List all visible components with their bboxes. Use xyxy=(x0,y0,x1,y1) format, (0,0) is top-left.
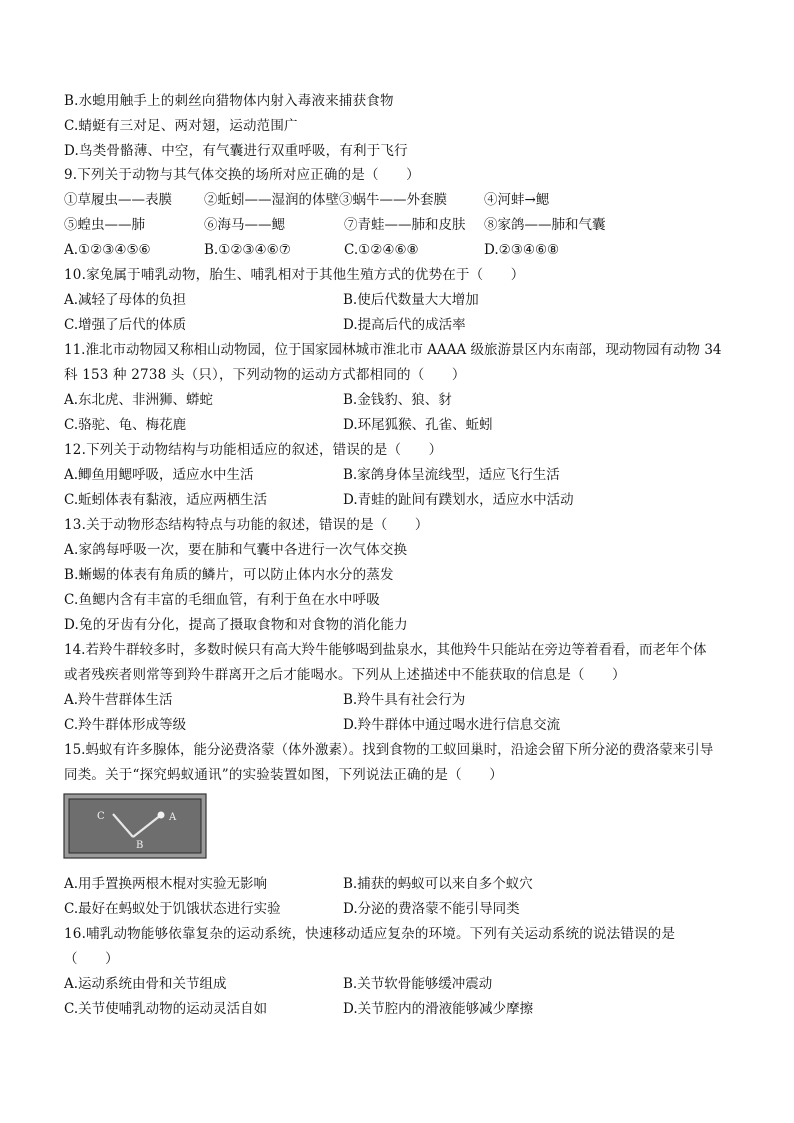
q13-option-a: A.家鸽每呼吸一次，要在肺和气囊中各进行一次气体交换 xyxy=(64,542,408,558)
q12-stem: 12.下列关于动物结构与功能相适应的叙述，错误的是（ ） xyxy=(64,442,443,458)
q12-option-c: C.蚯蚓体表有黏液，适应两栖生活 xyxy=(64,492,268,508)
q15-stem-line2: 同类。关于“探究蚂蚁通讯”的实验装置如图，下列说法正确的是（ ） xyxy=(64,767,503,783)
q10-option-a: A.减轻了母体的负担 xyxy=(64,292,187,308)
q16-stem-line1: 16.哺乳动物能够依靠复杂的运动系统，快速移动适应复杂的环境。下列有关运动系统的说法错误的是 xyxy=(64,926,676,942)
q12-option-d: D.青蛙的趾间有蹼划水，适应水中活动 xyxy=(343,492,574,508)
q13-option-d: D.兔的牙齿有分化，提高了摄取食物和对食物的消化能力 xyxy=(64,617,408,633)
q14-stem-line2: 或者残疾者则常等到羚牛群离开之后才能喝水。下列从上述描述中不能获取的信息是（ ） xyxy=(64,667,626,683)
q16-stem-line2: （ ） xyxy=(64,951,119,967)
ant-experiment-figure xyxy=(63,793,207,859)
q9-item-2-3: ②蚯蚓——湿润的体壁③蜗牛——外套膜 xyxy=(204,192,447,208)
q8-option-c: C.蜻蜓有三对足、两对翅，运动范围广 xyxy=(64,118,298,134)
q9-option-b: B.①②③④⑥⑦ xyxy=(204,242,291,258)
q13-option-b: B.蜥蜴的体表有角质的鳞片，可以防止体内水分的蒸发 xyxy=(64,567,394,583)
q12-option-b: B.家鸽身体呈流线型，适应飞行生活 xyxy=(343,467,560,483)
figure-label-a: A xyxy=(169,812,177,823)
figure-food-point xyxy=(158,812,165,819)
q11-option-a: A.东北虎、非洲狮、蟒蛇 xyxy=(64,392,214,408)
q15-option-d: D.分泌的费洛蒙不能引导同类 xyxy=(343,901,520,917)
q11-option-b: B.金钱豹、狼、豺 xyxy=(343,392,452,408)
figure-label-c: C xyxy=(97,811,105,822)
q8-option-d: D.鸟类骨骼薄、中空，有气囊进行双重呼吸，有利于飞行 xyxy=(64,143,408,159)
q11-stem-line2: 科 153 种 2738 头（只），下列动物的运动方式都相同的（ ） xyxy=(64,367,466,383)
q11-option-c: C.骆驼、龟、梅花鹿 xyxy=(64,417,187,433)
q15-option-a: A.用手置换两根木棍对实验无影响 xyxy=(64,876,268,892)
q8-option-b: B.水螅用触手上的刺丝向猎物体内射入毒液来捕获食物 xyxy=(64,93,394,109)
q13-stem: 13.关于动物形态结构特点与功能的叙述，错误的是（ ） xyxy=(64,517,429,533)
q15-stem-line1: 15.蚂蚁有许多腺体，能分泌费洛蒙（体外激素）。找到食物的工蚁回巢时，沿途会留下所分泌的费洛蒙来引导 xyxy=(64,742,714,758)
q13-option-c: C.鱼鳃内含有丰富的毛细血管，有利于鱼在水中呼吸 xyxy=(64,592,380,608)
q9-option-c: C.①②④⑥⑧ xyxy=(344,242,419,258)
q9-item-5: ⑤蝗虫——肺 xyxy=(64,217,145,233)
q14-option-c: C.羚牛群体形成等级 xyxy=(64,717,187,733)
q11-stem-line1: 11.淮北市动物园又称相山动物园，位于国家园林城市淮北市 AAAA 级旅游景区内东南部，现动物园有动物 34 xyxy=(64,342,722,358)
q14-option-d: D.羚牛群体中通过喝水进行信息交流 xyxy=(343,717,561,733)
q14-option-b: B.羚牛具有社会行为 xyxy=(343,692,466,708)
q12-option-a: A.鲫鱼用鳃呼吸，适应水中生活 xyxy=(64,467,254,483)
q11-option-d: D.环尾狐猴、孔雀、蚯蚓 xyxy=(343,417,493,433)
q14-option-a: A.羚牛营群体生活 xyxy=(64,692,173,708)
figure-tray-inner xyxy=(69,799,201,853)
q10-option-b: B.使后代数量大大增加 xyxy=(343,292,479,308)
q9-option-a: A.①②③④⑤⑥ xyxy=(64,242,151,258)
q16-option-c: C.关节使哺乳动物的运动灵活自如 xyxy=(64,1001,268,1017)
q10-option-c: C.增强了后代的体质 xyxy=(64,317,187,333)
figure-label-b: B xyxy=(136,840,144,851)
q16-option-d: D.关节腔内的滑液能够减少摩擦 xyxy=(343,1001,534,1017)
q14-stem-line1: 14.若羚牛群较多时，多数时候只有高大羚牛能够喝到盐泉水，其他羚牛只能站在旁边等着看看，而老年个体 xyxy=(64,642,707,658)
q16-option-a: A.运动系统由骨和关节组成 xyxy=(64,976,227,992)
q9-item-8: ⑧家鸽——肺和气囊 xyxy=(484,217,606,233)
q15-option-c: C.最好在蚂蚁处于饥饿状态进行实验 xyxy=(64,901,281,917)
q9-stem: 9.下列关于动物与其气体交换的场所对应正确的是（ ） xyxy=(64,167,420,183)
q10-option-d: D.提高后代的成活率 xyxy=(343,317,466,333)
q9-item-4: ④河蚌→鳃 xyxy=(484,192,550,208)
q15-option-b: B.捕获的蚂蚁可以来自多个蚁穴 xyxy=(343,876,533,892)
q16-option-b: B.关节软骨能够缓冲震动 xyxy=(343,976,493,992)
q9-option-d: D.②③④⑥⑧ xyxy=(484,242,560,258)
q9-item-1: ①草履虫——表膜 xyxy=(64,192,172,208)
q10-stem: 10.家兔属于哺乳动物，胎生、哺乳相对于其他生殖方式的优势在于（ ） xyxy=(64,267,525,283)
q9-item-6: ⑥海马——鳃 xyxy=(204,217,285,233)
q9-item-7: ⑦青蛙——肺和皮肤 xyxy=(344,217,466,233)
